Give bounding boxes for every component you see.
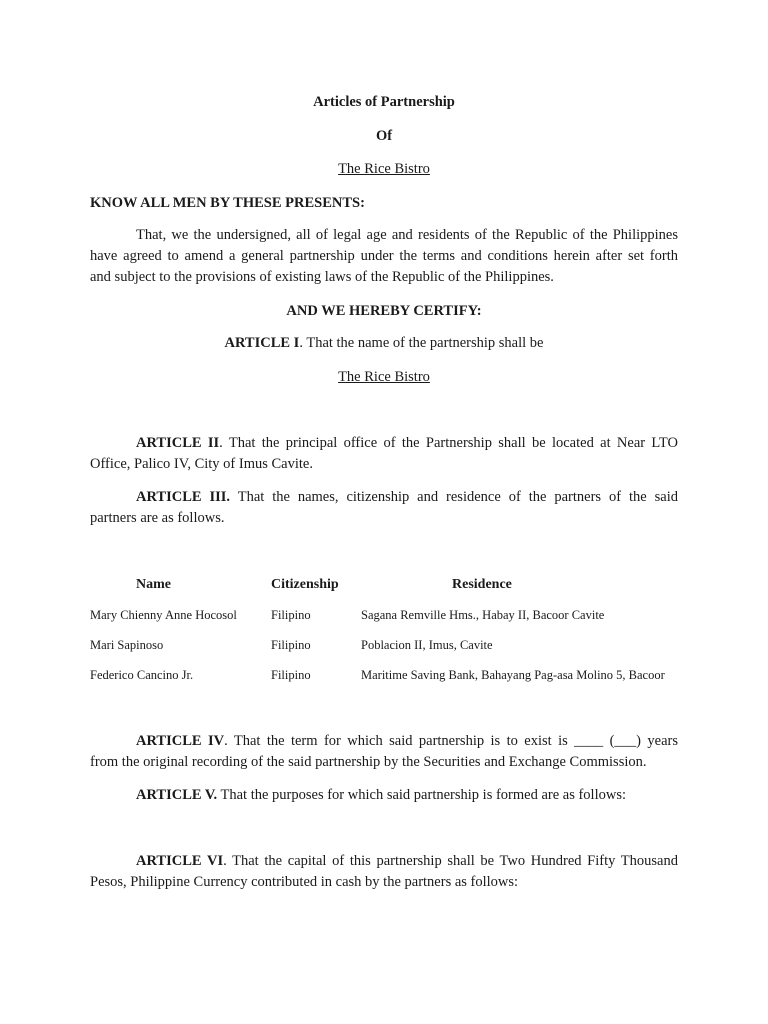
article-1-label: ARTICLE I	[224, 335, 300, 351]
business-name: The Rice Bistro	[338, 161, 430, 177]
article-3-text: That the names, citizenship and residence of the partners of the said	[230, 489, 678, 505]
article-5-label: ARTICLE V.	[136, 787, 218, 803]
preamble-line: have agreed to amend a general partnership under the terms and conditions herein after set forth	[90, 248, 678, 264]
partner-residence: Poblacion II, Imus, Cavite	[361, 638, 493, 652]
article-1-text: . That the name of the partnership shall be	[299, 335, 544, 351]
article-6	[90, 851, 678, 893]
article-5	[90, 785, 678, 806]
article-4	[90, 731, 678, 773]
article-2-label: ARTICLE II	[136, 435, 220, 451]
partner-name: Mari Sapinoso	[90, 638, 164, 652]
article-3	[90, 487, 678, 529]
table-header-name: Name	[136, 577, 171, 592]
preamble-heading: KNOW ALL MEN BY THESE PRESENTS:	[90, 195, 365, 211]
partner-name: Federico Cancino Jr.	[90, 668, 194, 682]
article-2	[90, 433, 678, 475]
partner-citizenship: Filipino	[271, 608, 311, 622]
preamble-paragraph	[90, 225, 678, 288]
partner-citizenship: Filipino	[271, 638, 311, 652]
article-1	[90, 333, 678, 354]
article-6-label: ARTICLE VI	[136, 853, 224, 869]
article-1-name-line	[90, 367, 678, 388]
title-of: Of	[375, 128, 393, 144]
preamble-line: and subject to the provisions of existing laws of the Republic of the Philippines.	[90, 269, 554, 285]
article-6-text: . That the capital of this partnership shall be Two Hundred Fifty Thousand	[223, 853, 678, 869]
article-2-text: . That the principal office of the Partnership shall be located at Near LTO	[219, 435, 678, 451]
article-5-text: That the purposes for which said partnership is formed are as follows:	[217, 787, 627, 803]
article-3-text-cont: partners are as follows.	[90, 510, 225, 526]
table-header-residence: Residence	[452, 577, 512, 592]
article-3-label: ARTICLE III.	[136, 489, 231, 505]
article-2-text-cont: Office, Palico IV, City of Imus Cavite.	[90, 456, 313, 472]
partner-citizenship: Filipino	[271, 668, 311, 682]
table-header-citizenship: Citizenship	[271, 577, 339, 592]
article-1-partnership-name: The Rice Bistro	[338, 369, 430, 385]
document-title: Articles of Partnership	[313, 94, 455, 110]
article-4-label: ARTICLE IV	[136, 733, 225, 749]
certify-heading: AND WE HEREBY CERTIFY:	[286, 303, 482, 319]
partner-residence: Sagana Remville Hms., Habay II, Bacoor Cavite	[361, 608, 605, 622]
article-4-text-cont: from the original recording of the said partnership by the Securities and Exchange Commission.	[90, 754, 647, 770]
partner-name: Mary Chienny Anne Hocosol	[90, 608, 237, 622]
article-4-text: . That the term for which said partnership is to exist is ____ (___) years	[224, 733, 678, 749]
business-name-heading	[90, 159, 678, 180]
article-6-text-cont: Pesos, Philippine Currency contributed in cash by the partners as follows:	[90, 874, 519, 890]
partner-residence: Maritime Saving Bank, Bahayang Pag-asa Molino 5, Bacoor	[361, 668, 665, 682]
preamble-line: That, we the undersigned, all of legal age and residents of the Republic of the Philippines	[136, 227, 678, 243]
